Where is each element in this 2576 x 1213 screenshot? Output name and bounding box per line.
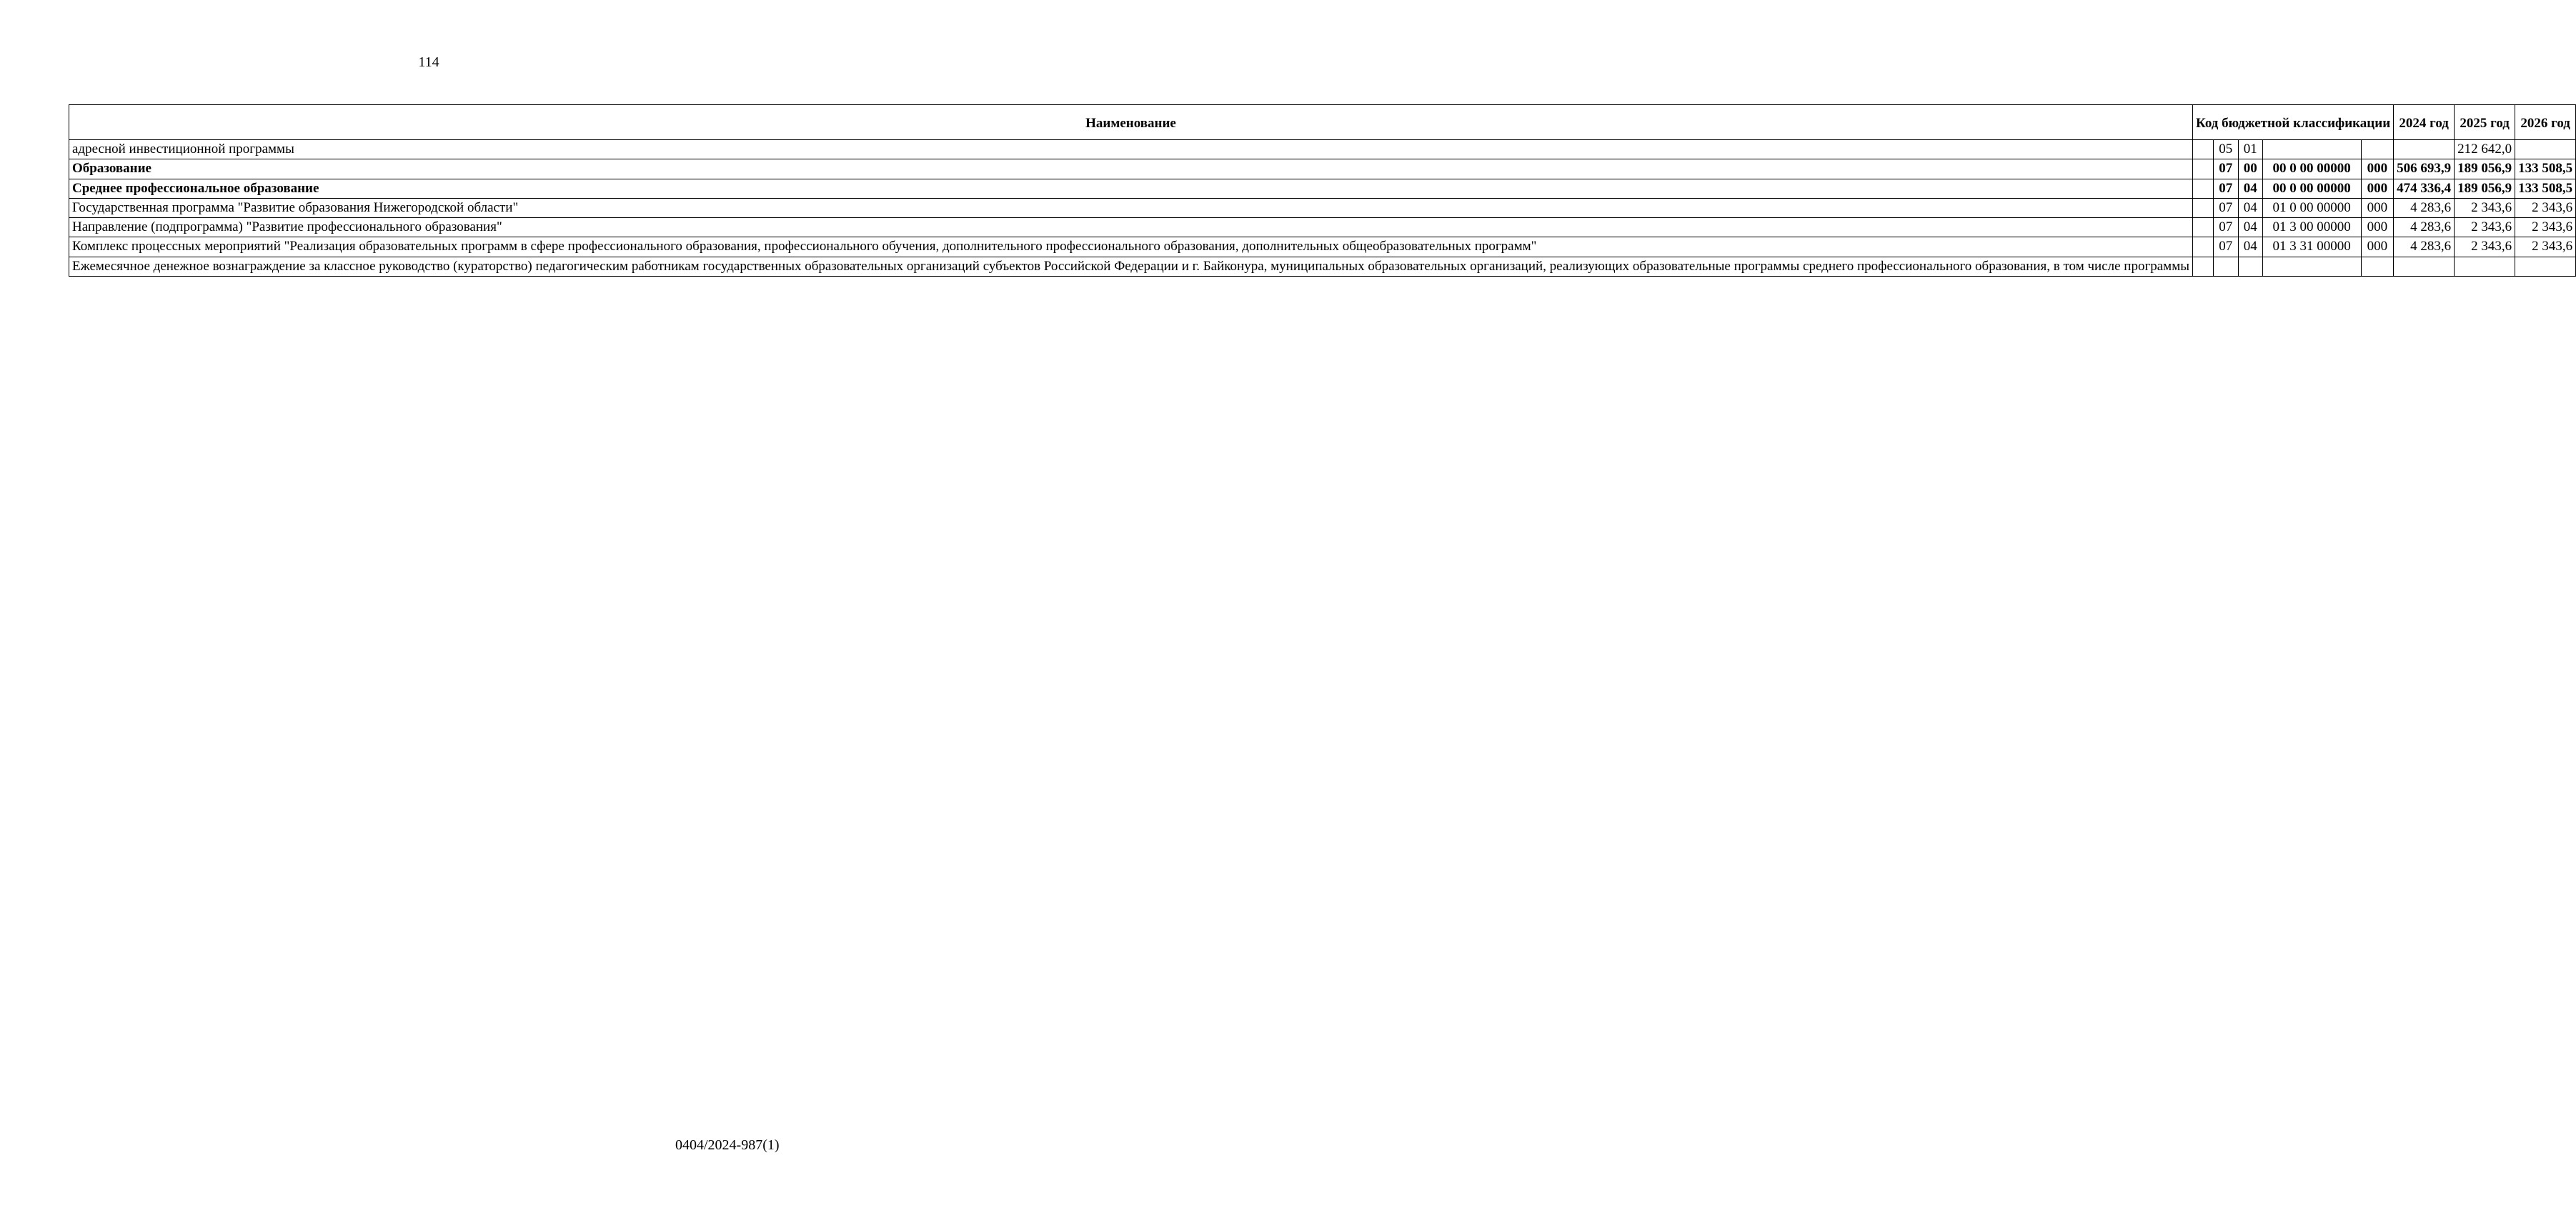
row-code-target: 01 0 00 00000 (2262, 198, 2361, 217)
table-row (69, 237, 2576, 257)
document-number: 0404/2024-987(1) (675, 1137, 780, 1153)
row-value-2026: 2 343,6 (2515, 218, 2576, 237)
page-number: 114 (418, 54, 439, 70)
row-code-subsection: 04 (2238, 237, 2262, 257)
row-code-subsection: 01 (2238, 140, 2262, 159)
row-value-2024: 4 283,6 (2394, 198, 2455, 217)
row-value-2025 (2455, 257, 2515, 276)
table-row (69, 198, 2576, 217)
header-2026: 2026 год (2515, 105, 2576, 140)
table-row (69, 159, 2576, 179)
header-2024: 2024 год (2394, 105, 2455, 140)
row-code-expense-type: 000 (2361, 198, 2394, 217)
row-code-expense-type: 000 (2361, 159, 2394, 179)
row-value-2026: 133 508,5 (2515, 179, 2576, 198)
row-value-2024 (2394, 257, 2455, 276)
row-value-2025: 189 056,9 (2455, 179, 2515, 198)
row-code-expense-type: 000 (2361, 237, 2394, 257)
row-code-subsection: 04 (2238, 179, 2262, 198)
row-code-section: 07 (2213, 179, 2238, 198)
row-name: Государственная программа "Развитие образования Нижегородской области" (69, 198, 2193, 217)
row-name: Комплекс процессных мероприятий "Реализация образовательных программ в сфере профессионального образования, профессионального обучения, дополнительного профессионального образования, дополнительных общеобразовательных программ" (69, 237, 2193, 257)
row-value-2026: 2 343,6 (2515, 198, 2576, 217)
row-code-1 (2193, 257, 2214, 276)
row-name: Ежемесячное денежное вознаграждение за классное руководство (кураторство) педагогическим работникам государственных образовательных организаций субъектов Российской Федерации и г. Байконура, муниципальных образовательных организаций, реализующих образовательные программы среднего профессионального образования, в том числе программы (69, 257, 2193, 276)
row-code-expense-type: 000 (2361, 218, 2394, 237)
row-value-2025: 2 343,6 (2455, 198, 2515, 217)
row-code-subsection: 00 (2238, 159, 2262, 179)
header-2025: 2025 год (2455, 105, 2515, 140)
budget-table (69, 104, 2576, 277)
row-value-2024: 506 693,9 (2394, 159, 2455, 179)
row-value-2026: 133 508,5 (2515, 159, 2576, 179)
row-value-2024: 474 336,4 (2394, 179, 2455, 198)
row-name: Среднее профессиональное образование (69, 179, 2193, 198)
row-code-expense-type: 000 (2361, 179, 2394, 198)
row-code-target (2262, 140, 2361, 159)
row-code-subsection: 04 (2238, 198, 2262, 217)
row-code-subsection (2238, 257, 2262, 276)
row-code-1 (2193, 159, 2214, 179)
header-name: Наименование (69, 105, 2193, 140)
row-value-2024: 4 283,6 (2394, 237, 2455, 257)
row-code-target (2262, 257, 2361, 276)
row-value-2024 (2394, 140, 2455, 159)
table-row (69, 257, 2576, 276)
row-code-section: 05 (2213, 140, 2238, 159)
row-value-2026 (2515, 140, 2576, 159)
row-code-expense-type (2361, 257, 2394, 276)
row-name: адресной инвестиционной программы (69, 140, 2193, 159)
row-value-2025: 189 056,9 (2455, 159, 2515, 179)
table-row (69, 218, 2576, 237)
row-value-2026: 2 343,6 (2515, 237, 2576, 257)
row-code-section (2213, 257, 2238, 276)
row-value-2025: 2 343,6 (2455, 237, 2515, 257)
row-name: Направление (подпрограмма) "Развитие профессионального образования" (69, 218, 2193, 237)
row-code-target: 00 0 00 00000 (2262, 179, 2361, 198)
row-code-1 (2193, 237, 2214, 257)
row-value-2026 (2515, 257, 2576, 276)
row-code-section: 07 (2213, 198, 2238, 217)
row-code-expense-type (2361, 140, 2394, 159)
row-code-1 (2193, 179, 2214, 198)
row-code-section: 07 (2213, 159, 2238, 179)
row-name: Образование (69, 159, 2193, 179)
row-code-target: 00 0 00 00000 (2262, 159, 2361, 179)
table-header-row (69, 105, 2576, 140)
row-code-section: 07 (2213, 237, 2238, 257)
table-row (69, 140, 2576, 159)
row-value-2025: 212 642,0 (2455, 140, 2515, 159)
row-code-1 (2193, 198, 2214, 217)
row-code-1 (2193, 140, 2214, 159)
row-code-target: 01 3 00 00000 (2262, 218, 2361, 237)
table-row (69, 179, 2576, 198)
header-code: Код бюджетной классификации (2193, 105, 2394, 140)
row-value-2024: 4 283,6 (2394, 218, 2455, 237)
row-code-1 (2193, 218, 2214, 237)
row-code-subsection: 04 (2238, 218, 2262, 237)
row-value-2025: 2 343,6 (2455, 218, 2515, 237)
row-code-section: 07 (2213, 218, 2238, 237)
row-code-target: 01 3 31 00000 (2262, 237, 2361, 257)
